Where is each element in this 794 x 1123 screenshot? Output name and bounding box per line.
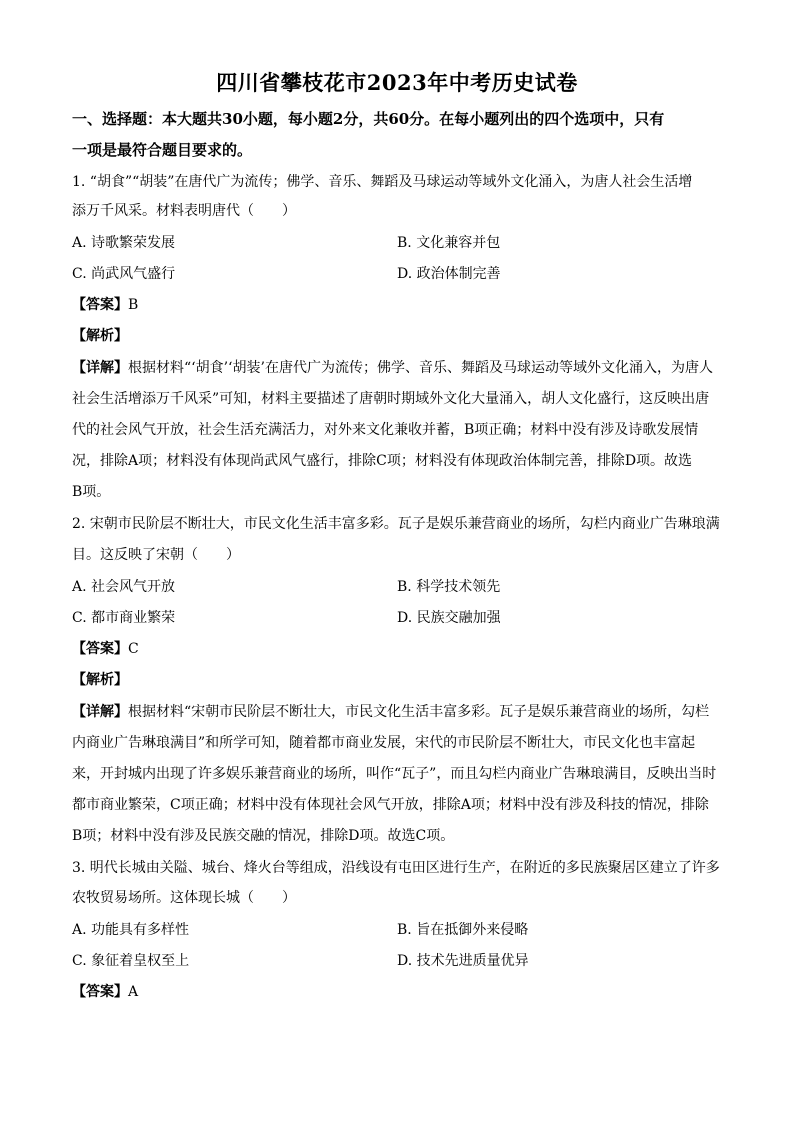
q3-answer-tag: 【答案】 <box>72 984 128 1000</box>
q2-detail-line2: 内商业广告琳琅满目”和所学可知，随着都市商业发展，宋代的市民阶层不断壮大，市民文化也丰富起 <box>72 735 696 751</box>
q1-analysis-heading <box>72 324 732 348</box>
q1-option-a: A. 诗歌繁荣发展 <box>72 235 176 251</box>
q1-answer <box>72 293 732 317</box>
page-title: 四川省攀枝花市2023年中考历史试卷 <box>216 70 578 95</box>
q2-detail-text1: 根据材料“宋朝市民阶层不断壮大，市民文化生活丰富多彩。瓦子是娱乐兼营商业的场所，勾栏 <box>128 704 710 720</box>
q2-option-b: B. 科学技术领先 <box>397 579 501 595</box>
q2-detail-line1 <box>72 700 732 724</box>
q2-detail-line4: 都市商业繁荣，C项正确；材料中没有体现社会风气开放，排除A项；材料中没有涉及科技的情况，排除 <box>72 797 709 813</box>
q1-option-d: D. 政治体制完善 <box>397 266 501 282</box>
q3-stem-line2: 农牧贸易场所。这体现长城（ ） <box>72 890 296 906</box>
q3-answer <box>72 980 732 1004</box>
q1-option-b: B. 文化兼容并包 <box>397 235 501 251</box>
q1-answer-tag: 【答案】 <box>72 297 128 313</box>
q1-analysis-tag: 【解析】 <box>72 328 128 344</box>
q1-detail-line2: 社会生活增添万千风采”可知，材料主要描述了唐朝时期域外文化大量涌入，胡人文化盛行，这反映出唐 <box>72 391 710 407</box>
q2-answer-tag: 【答案】 <box>72 641 128 657</box>
q2-option-c: C. 都市商业繁荣 <box>72 610 176 626</box>
q2-detail-line5: B项；材料中没有涉及民族交融的情况，排除D项。故选C项。 <box>72 828 455 844</box>
q2-answer-value: C <box>128 641 139 657</box>
q2-option-a: A. 社会风气开放 <box>72 579 176 595</box>
q3-stem-line1: 3. 明代长城由关隘、城台、烽火台等组成，沿线设有屯田区进行生产，在附近的多民族聚居区建立了许多 <box>72 860 720 876</box>
q1-detail-line1 <box>72 356 732 380</box>
section-heading-line1: 一、选择题：本大题共30小题，每小题2分，共60分。在每小题列出的四个选项中，只有 <box>72 110 665 128</box>
section-heading-line2: 一项是最符合题目要求的。 <box>72 141 253 159</box>
q2-answer <box>72 637 732 661</box>
q1-detail-line3: 代的社会风气开放，社会生活充满活力，对外来文化兼收并蓄，B项正确；材料中没有涉及诗歌发展情 <box>72 422 699 438</box>
q2-detail-line3: 来，开封城内出现了许多娱乐兼营商业的场所，叫作“瓦子”，而且勾栏内商业广告琳琅满目，反映出当时 <box>72 766 717 782</box>
q2-stem-line2: 目。这反映了宋朝（ ） <box>72 547 240 563</box>
q1-answer-value: B <box>128 297 139 313</box>
q2-stem-line1: 2. 宋朝市民阶层不断壮大，市民文化生活丰富多彩。瓦子是娱乐兼营商业的场所，勾栏内商业广告琳琅满 <box>72 516 720 532</box>
q3-option-b: B. 旨在抵御外来侵略 <box>397 922 529 938</box>
q1-stem-line1: 1. “胡食”“胡装”在唐代广为流传；佛学、音乐、舞蹈及马球运动等域外文化涌入，为唐人社会生活增 <box>72 174 693 190</box>
q1-option-c: C. 尚武风气盛行 <box>72 266 176 282</box>
q1-detail-line5: B项。 <box>72 484 111 500</box>
q2-option-d: D. 民族交融加强 <box>397 610 501 626</box>
q3-option-d: D. 技术先进质量优异 <box>397 953 529 969</box>
q2-detail-tag: 【详解】 <box>72 704 128 720</box>
q1-detail-text1: 根据材料“‘胡食’‘胡装’在唐代广为流传；佛学、音乐、舞蹈及马球运动等域外文化涌入，为唐人 <box>128 360 713 376</box>
q2-analysis-tag: 【解析】 <box>72 672 128 688</box>
q1-stem-line2: 添万千风采。材料表明唐代（ ） <box>72 203 296 219</box>
q1-detail-tag: 【详解】 <box>72 360 128 376</box>
q1-detail-line4: 况，排除A项；材料没有体现尚武风气盛行，排除C项；材料没有体现政治体制完善，排除D项。故选 <box>72 453 693 469</box>
q3-option-a: A. 功能具有多样性 <box>72 922 190 938</box>
q3-option-c: C. 象征着皇权至上 <box>72 953 190 969</box>
q2-analysis-heading <box>72 668 732 692</box>
q3-answer-value: A <box>128 984 139 1000</box>
